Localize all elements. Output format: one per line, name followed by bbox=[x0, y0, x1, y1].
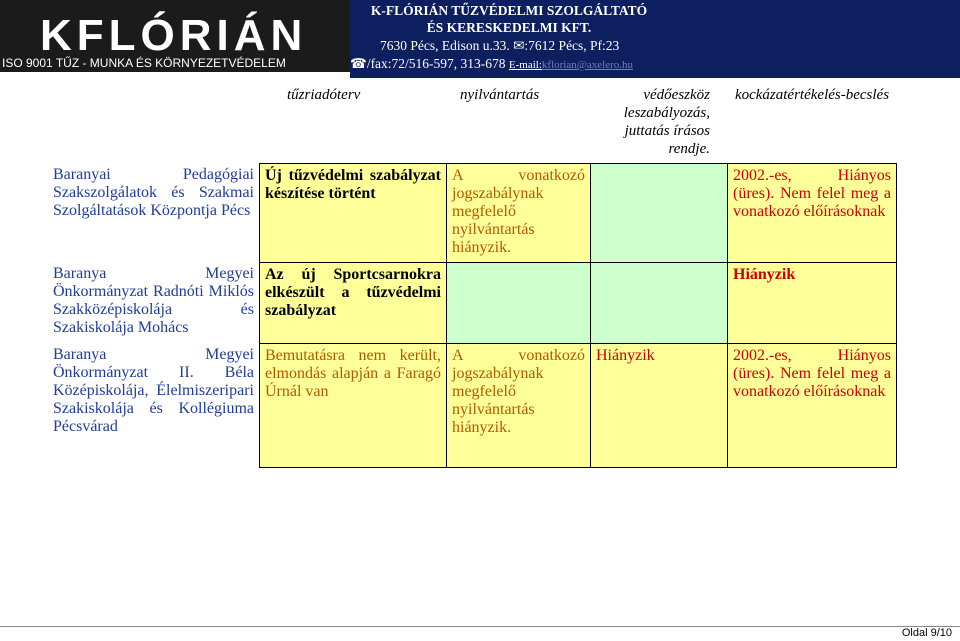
fire-plan-text: Új tűzvédelmi szabályzat készítése történt bbox=[265, 167, 441, 202]
column-header-risk-assessment: kockázatértékelés-becslés bbox=[734, 87, 890, 103]
table-row-1-protective bbox=[590, 163, 728, 263]
company-name-line2: ÉS KERESKEDELMI KFT. bbox=[426, 20, 592, 35]
company-name-line1: K-FLÓRIÁN TŰZVÉDELMI SZOLGÁLTATÓ bbox=[370, 3, 648, 18]
table-row-1-registry bbox=[446, 163, 591, 263]
table-row-3-protective bbox=[590, 343, 728, 468]
table-row-2-organization bbox=[48, 262, 260, 344]
protective-text: Hiányzik bbox=[596, 347, 655, 364]
company-contact bbox=[350, 56, 633, 72]
column-header-protective-equipment: védőeszköz leszabályozás, juttatás írásos rendje. bbox=[623, 87, 710, 157]
page-number: Oldal 9/10 bbox=[901, 627, 952, 639]
risk-text: 2002.-es, Hiányos (üres). Nem felel meg a vonatkozó előírásoknak bbox=[733, 167, 891, 220]
table-row-2-risk bbox=[727, 262, 897, 344]
risk-text: 2002.-es, Hiányos (üres). Nem felel meg a vonatkozó előírásoknak bbox=[733, 347, 891, 400]
registry-text: A vonatkozó jogszabálynak megfelelő nyilvántartás hiányzik. bbox=[452, 347, 585, 436]
table-row-3-fire-plan bbox=[259, 343, 447, 468]
column-header-registry: nyilvántartás bbox=[460, 87, 540, 103]
logo-text: KFLÓRIÁN bbox=[40, 11, 308, 60]
email-link[interactable]: kflorian@axelero.hu bbox=[541, 59, 633, 71]
phone-fax: ☎/fax:72/516-597, 313-678 bbox=[350, 56, 506, 71]
company-address: 7630 Pécs, Edison u.33. ✉:7612 Pécs, Pf:23 bbox=[380, 38, 620, 53]
org-name: Baranyai Pedagógiai Szakszolgálatok és Szakmai Szolgáltatások Központja Pécs bbox=[53, 166, 254, 219]
risk-text: Hiányzik bbox=[733, 266, 796, 283]
registry-text: A vonatkozó jogszabálynak megfelelő nyilvántartás hiányzik. bbox=[452, 167, 585, 256]
table-row-1-organization bbox=[48, 163, 260, 263]
table-row-2-fire-plan bbox=[259, 262, 447, 344]
email-label: E-mail: bbox=[508, 59, 542, 71]
table-row-3-risk bbox=[727, 343, 897, 468]
table-row-1-fire-plan bbox=[259, 163, 447, 263]
table-row-1-risk bbox=[727, 163, 897, 263]
logo-subtitle: ISO 9001 TŰZ - MUNKA ÉS KÖRNYEZETVÉDELEM bbox=[2, 56, 286, 70]
fire-plan-text: Bemutatásra nem került, elmondás alapján a Faragó Úrnál van bbox=[265, 347, 441, 400]
company-info bbox=[350, 0, 960, 78]
org-name: Baranya Megyei Önkormányzat II. Béla Középiskolája, Élelmiszeripari Szakiskolája és Kollégiuma Pécsvárad bbox=[53, 346, 254, 435]
footer-divider bbox=[0, 626, 960, 627]
org-name: Baranya Megyei Önkormányzat Radnóti Miklós Szakközépiskolája és Szakiskolája Mohács bbox=[53, 265, 254, 336]
column-header-fire-plan: tűzriadóterv bbox=[287, 87, 361, 103]
table-row-2-protective bbox=[590, 262, 728, 344]
fire-plan-text: Az új Sportcsarnokra elkészült a tűzvédelmi szabályzat bbox=[265, 266, 441, 319]
company-logo bbox=[0, 0, 350, 72]
table-row-3-organization bbox=[48, 343, 260, 468]
table-row-2-registry bbox=[446, 262, 591, 344]
table-row-3-registry bbox=[446, 343, 591, 468]
letterhead bbox=[0, 0, 960, 78]
